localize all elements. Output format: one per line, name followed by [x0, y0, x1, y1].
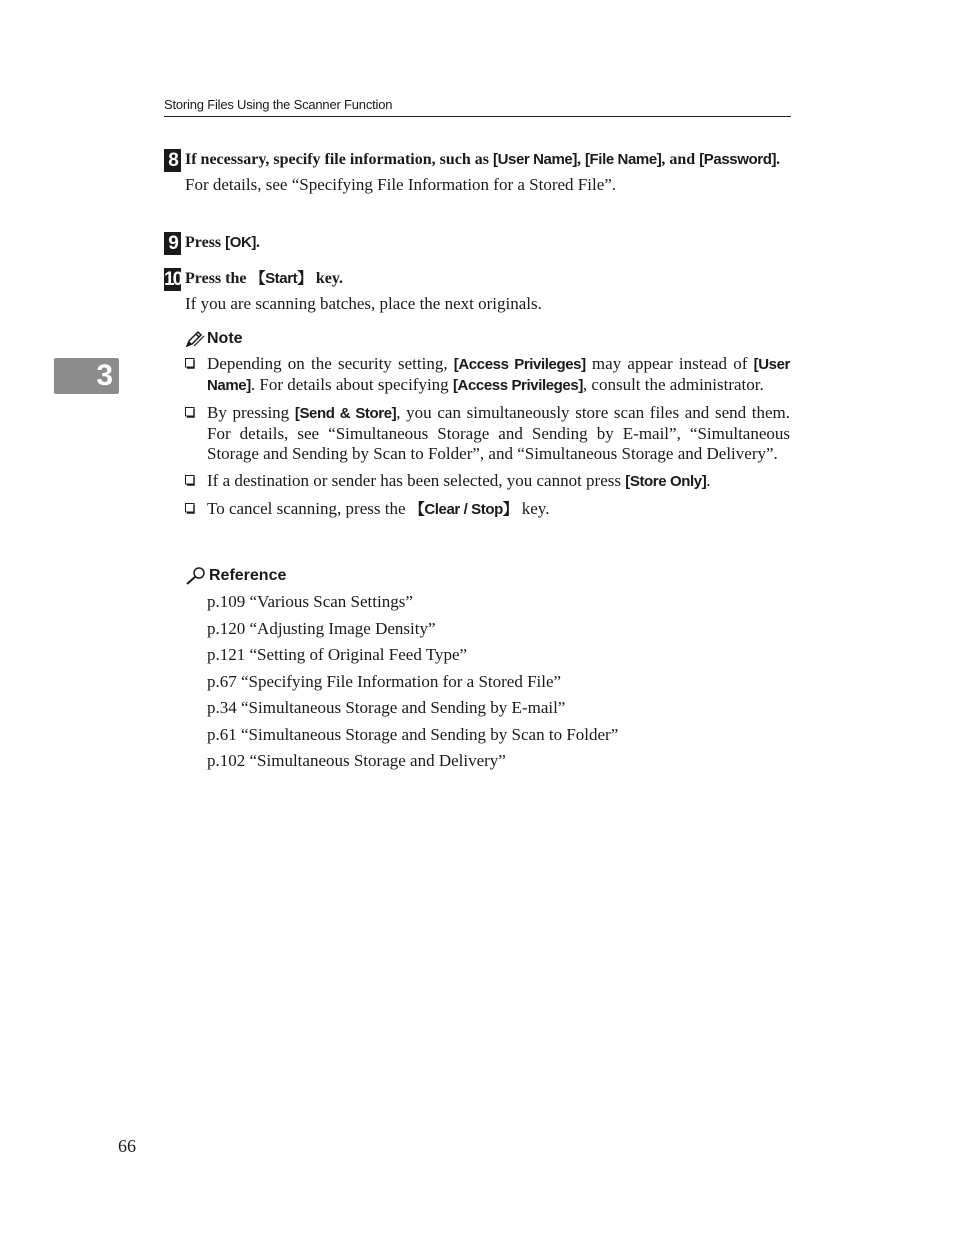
reference-link[interactable]: p.109 “Various Scan Settings”	[207, 592, 413, 611]
key-file-name: [File Name]	[584, 151, 662, 168]
list-item: Depending on the security setting, [Access Privileges] may appear instead of [User Name]. For details about specifying [Access Privileges], consult the administrator.	[185, 354, 790, 396]
step-10	[164, 268, 791, 314]
step-number-badge: 8	[164, 149, 181, 172]
note-label: Note	[207, 330, 243, 347]
reference-link[interactable]: p.61 “Simultaneous Storage and Sending by Scan to Folder”	[207, 724, 619, 744]
step-body: If you are scanning batches, place the next originals.	[185, 294, 542, 313]
page-number: 66	[118, 1136, 136, 1156]
step-title: If necessary, specify file information, such as [User Name], [File Name], and [Password].	[185, 151, 781, 168]
chapter-tab	[54, 358, 119, 394]
running-title: Storing Files Using the Scanner Function	[164, 97, 393, 112]
step-number-badge: 9	[164, 232, 181, 255]
note-list	[185, 354, 790, 527]
step-title: Press [OK].	[185, 234, 261, 251]
step-title: Press the 【Start】 key.	[185, 270, 343, 287]
key-user-name: [User Name]	[492, 151, 577, 168]
step-number-badge: 10	[164, 269, 182, 290]
step-8	[164, 149, 791, 195]
list-item: By pressing [Send & Store], you can simultaneously store scan files and send them. For details, see “Simultaneous Storage and Sending by E-mail”, “Simultaneous Storage and Sending by Scan to Folder”, and “Simultaneous Storage and Delivery”.	[185, 403, 790, 464]
chapter-number: 3	[96, 359, 113, 392]
reference-label: Reference	[209, 567, 287, 584]
reference-link[interactable]: p.67 “Specifying File Information for a Stored File”	[207, 671, 562, 691]
key-start: 【Start】	[250, 270, 312, 287]
running-header	[164, 96, 791, 117]
key-ok: [OK]	[225, 234, 257, 251]
pencil-icon	[185, 330, 205, 348]
note-heading	[185, 330, 243, 348]
step-body: For details, see “Specifying File Information for a Stored File”.	[185, 175, 617, 194]
key-password: [Password]	[699, 151, 777, 168]
reference-link[interactable]: p.34 “Simultaneous Storage and Sending by E-mail”	[207, 698, 566, 717]
magnifier-icon	[185, 566, 207, 586]
reference-heading	[185, 566, 286, 586]
reference-list	[207, 592, 790, 778]
checkbox-icon	[185, 503, 196, 514]
checkbox-icon	[185, 407, 196, 418]
reference-link[interactable]: p.121 “Setting of Original Feed Type”	[207, 645, 468, 664]
checkbox-icon	[185, 475, 196, 486]
list-item: To cancel scanning, press the 【Clear / Stop】 key.	[185, 499, 790, 520]
reference-link[interactable]: p.102 “Simultaneous Storage and Delivery”	[207, 751, 506, 770]
step-9	[164, 232, 791, 253]
list-item: If a destination or sender has been selected, you cannot press [Store Only].	[185, 471, 790, 492]
reference-link[interactable]: p.120 “Adjusting Image Density”	[207, 618, 436, 638]
checkbox-icon	[185, 358, 196, 369]
